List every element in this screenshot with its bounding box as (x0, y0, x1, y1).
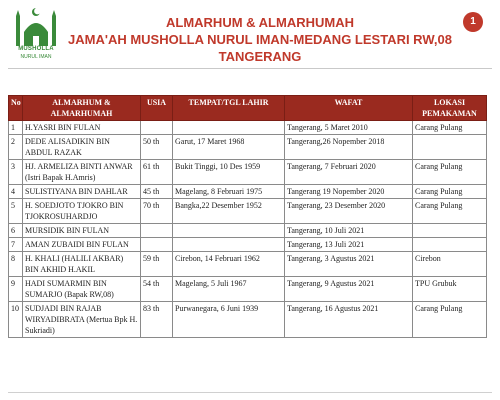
cell-birth (173, 224, 285, 238)
cell-no: 6 (9, 224, 23, 238)
cell-no: 5 (9, 199, 23, 224)
cell-name: H. SOEDJOTO TJOKRO BIN TJOKROSUHARDJO (23, 199, 141, 224)
deceased-table-container (8, 95, 486, 338)
cell-no: 1 (9, 121, 23, 135)
cell-usia: 70 th (141, 199, 173, 224)
cell-burial: Carang Pulang (413, 185, 487, 199)
cell-usia: 59 th (141, 252, 173, 277)
cell-usia: 45 th (141, 185, 173, 199)
title-line-3: TANGERANG (218, 49, 302, 64)
cell-burial: Carang Pulang (413, 160, 487, 185)
cell-birth: Cirebon, 14 Februari 1962 (173, 252, 285, 277)
cell-name: SUDJADI BIN RAJAB WIRYADIBRATA (Mertua Bpk H. Sukriadi) (23, 302, 141, 338)
cell-name: H.YASRI BIN FULAN (23, 121, 141, 135)
table-row (9, 252, 487, 277)
page-number-badge: 1 (463, 12, 483, 32)
header-no: No (9, 96, 23, 121)
cell-burial: Cirebon (413, 252, 487, 277)
logo-text-musholla: MUSHOLLA (18, 46, 54, 52)
cell-no: 9 (9, 277, 23, 302)
cell-name: DEDE ALISADIKIN BIN ABDUL RAZAK (23, 135, 141, 160)
cell-usia (141, 238, 173, 252)
table-row (9, 224, 487, 238)
cell-burial: Carang Pulang (413, 302, 487, 338)
cell-burial: Carang Pulang (413, 199, 487, 224)
logo-text-name: NURUL IMAN (20, 54, 52, 60)
cell-usia (141, 224, 173, 238)
cell-birth (173, 121, 285, 135)
table-row (9, 199, 487, 224)
slide-bottom-border (8, 386, 492, 393)
page-title (60, 14, 460, 65)
cell-name: MURSIDIK BIN FULAN (23, 224, 141, 238)
header-birth: TEMPAT/TGL LAHIR (173, 96, 285, 121)
deceased-table (8, 95, 487, 338)
cell-no: 4 (9, 185, 23, 199)
table-row (9, 238, 487, 252)
cell-burial (413, 224, 487, 238)
cell-death: Tangerang, 23 Desember 2020 (285, 199, 413, 224)
cell-death: Tangerang, 7 Februari 2020 (285, 160, 413, 185)
cell-birth: Magelang, 8 Februari 1975 (173, 185, 285, 199)
header-divider (8, 68, 492, 69)
cell-death: Tangerang, 5 Maret 2010 (285, 121, 413, 135)
cell-name: SULISTIYANA BIN DAHLAR (23, 185, 141, 199)
cell-name: HADI SUMARMIN BIN SUMARJO (Bapak RW,08) (23, 277, 141, 302)
cell-usia: 83 th (141, 302, 173, 338)
header-death: WAFAT (285, 96, 413, 121)
cell-death: Tangerang, 10 Juli 2021 (285, 224, 413, 238)
table-row (9, 302, 487, 338)
cell-death: Tangerang,26 Nopember 2018 (285, 135, 413, 160)
cell-no: 10 (9, 302, 23, 338)
cell-no: 2 (9, 135, 23, 160)
cell-death: Tangerang, 16 Agustus 2021 (285, 302, 413, 338)
cell-name: H. KHALI (HALILI AKBAR) BIN AKHID H.AKIL (23, 252, 141, 277)
cell-death: Tangerang 19 Nopember 2020 (285, 185, 413, 199)
header-burial: LOKASI PEMAKAMAN (413, 96, 487, 121)
header-usia: USIA (141, 96, 173, 121)
cell-birth: Purwanegara, 6 Juni 1939 (173, 302, 285, 338)
cell-burial: Carang Pulang (413, 121, 487, 135)
header-name: ALMARHUM & ALMARHUMAH (23, 96, 141, 121)
cell-name: AMAN ZUBAIDI BIN FULAN (23, 238, 141, 252)
cell-burial (413, 238, 487, 252)
title-line-1: ALMARHUM & ALMARHUMAH (166, 15, 354, 30)
table-row (9, 121, 487, 135)
cell-birth: Bukit Tinggi, 10 Des 1959 (173, 160, 285, 185)
title-line-2: JAMA'AH MUSHOLLA NURUL IMAN-MEDANG LESTARI RW,08 (68, 32, 452, 47)
cell-usia: 54 th (141, 277, 173, 302)
cell-burial: TPU Grubuk (413, 277, 487, 302)
cell-death: Tangerang, 13 Juli 2021 (285, 238, 413, 252)
cell-birth: Magelang, 5 Juli 1967 (173, 277, 285, 302)
table-row (9, 135, 487, 160)
cell-birth (173, 238, 285, 252)
table-row (9, 160, 487, 185)
cell-no: 7 (9, 238, 23, 252)
cell-usia: 61 th (141, 160, 173, 185)
table-row (9, 185, 487, 199)
cell-death: Tangerang, 3 Agustus 2021 (285, 252, 413, 277)
table-header-row (9, 96, 487, 121)
cell-birth: Garut, 17 Maret 1968 (173, 135, 285, 160)
cell-name: HJ. ARMELIZA BINTI ANWAR (Istri Bapak H.Amris) (23, 160, 141, 185)
cell-birth: Bangka,22 Desember 1952 (173, 199, 285, 224)
cell-usia (141, 121, 173, 135)
cell-death: Tangerang, 9 Agustus 2021 (285, 277, 413, 302)
cell-burial (413, 135, 487, 160)
cell-no: 8 (9, 252, 23, 277)
cell-no: 3 (9, 160, 23, 185)
cell-usia: 50 th (141, 135, 173, 160)
table-row (9, 277, 487, 302)
